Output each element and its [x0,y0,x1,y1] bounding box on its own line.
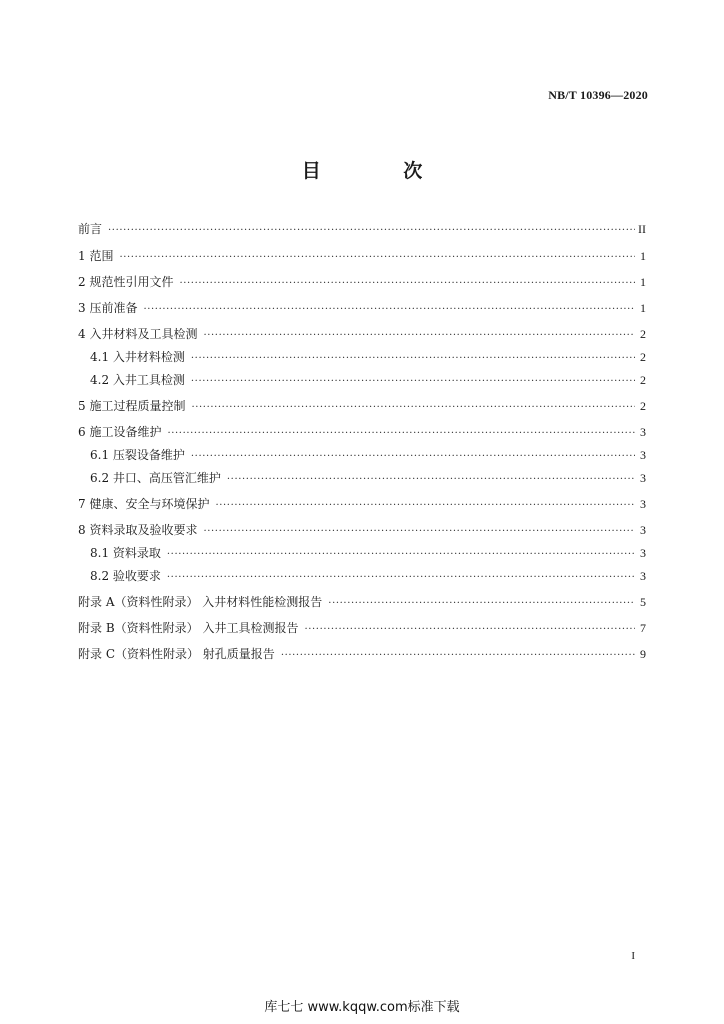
toc-entry-page: 3 [640,497,646,511]
toc-dot-leader [167,427,635,440]
toc-entry-title: 附录 C（资料性附录） 射孔质量报告 [78,647,275,661]
toc-entry-page: 3 [640,425,646,439]
toc-entry-title: 4.1 入井材料检测 [90,350,185,364]
toc-entry-title: 附录 B（资料性附录） 入井工具检测报告 [78,621,299,635]
toc-entry-page: 3 [640,523,646,537]
toc-entry[interactable] [78,472,646,485]
toc-entry[interactable] [78,449,646,462]
toc-entry-page: 2 [640,350,646,364]
toc-entry[interactable] [78,426,646,439]
toc-entry[interactable] [78,302,646,315]
toc-dot-leader [179,277,635,290]
toc-entry-page: 9 [640,647,646,661]
toc-entry-title: 前言 [78,222,103,236]
toc-entry-page: 7 [640,621,646,635]
toc-entry[interactable] [78,596,646,609]
toc-dot-leader [328,597,635,610]
toc-dot-leader [281,649,635,662]
toc-entry[interactable] [78,547,646,560]
toc-dot-leader [191,375,635,388]
toc-entry-title: 5 施工过程质量控制 [78,399,186,413]
toc-entry[interactable] [78,250,646,263]
toc-dot-leader [203,525,635,538]
toc-dot-leader [191,352,635,365]
toc-entry[interactable] [78,400,646,413]
toc-dot-leader [167,571,635,584]
toc-entry-title: 2 规范性引用文件 [78,275,174,289]
toc-dot-leader [215,499,635,512]
toc-dot-leader [143,303,635,316]
toc-dot-leader [191,401,635,414]
toc-entry[interactable] [78,570,646,583]
toc-title: 目 次 [301,160,461,182]
toc-entry-title: 1 范围 [78,249,114,263]
toc-entry-title: 7 健康、安全与环境保护 [78,497,210,511]
toc-entry-title: 8.2 验收要求 [90,569,161,583]
toc-entry-page: 3 [640,569,646,583]
toc-entry-page: 2 [640,327,646,341]
toc-entry[interactable] [78,328,646,341]
toc-entry[interactable] [78,223,646,236]
toc-entry-title: 3 压前准备 [78,301,138,315]
toc-entry-page: II [638,222,646,236]
toc-dot-leader [167,548,635,561]
toc-dot-leader [304,623,635,636]
toc-dot-leader [108,224,635,237]
page-number: I [631,950,635,962]
toc-entry[interactable] [78,648,646,661]
toc-dot-leader [191,450,635,463]
toc-entry-page: 2 [640,399,646,413]
toc-entry[interactable] [78,351,646,364]
toc-entry-title: 6 施工设备维护 [78,425,162,439]
toc-entry-title: 6.2 井口、高压管汇维护 [90,471,221,485]
toc-entry[interactable] [78,374,646,387]
toc-entry-title: 4 入井材料及工具检测 [78,327,198,341]
toc-entry-page: 1 [640,301,646,315]
toc-entry-title: 附录 A（资料性附录） 入井材料性能检测报告 [78,595,323,609]
toc-dot-leader [119,251,635,264]
toc-entry-title: 8 资料录取及验收要求 [78,523,198,537]
toc-entry-page: 1 [640,275,646,289]
toc-entry-page: 3 [640,546,646,560]
toc-entry-title: 4.2 入井工具检测 [90,373,185,387]
toc-entry[interactable] [78,276,646,289]
toc-entry[interactable] [78,498,646,511]
toc-entry-page: 1 [640,249,646,263]
toc-entry-title: 6.1 压裂设备维护 [90,448,185,462]
toc-entry-page: 2 [640,373,646,387]
toc-entry[interactable] [78,622,646,635]
toc-entry-page: 3 [640,448,646,462]
toc-entry-page: 5 [640,595,646,609]
toc-dot-leader [227,473,635,486]
watermark-text: 库七七 www.kqqw.com标准下载 [264,1000,460,1015]
toc-entry-title: 8.1 资料录取 [90,546,161,560]
toc-entry[interactable] [78,524,646,537]
standard-code: NB/T 10396—2020 [548,88,648,102]
toc-entry-page: 3 [640,471,646,485]
toc-dot-leader [203,329,635,342]
